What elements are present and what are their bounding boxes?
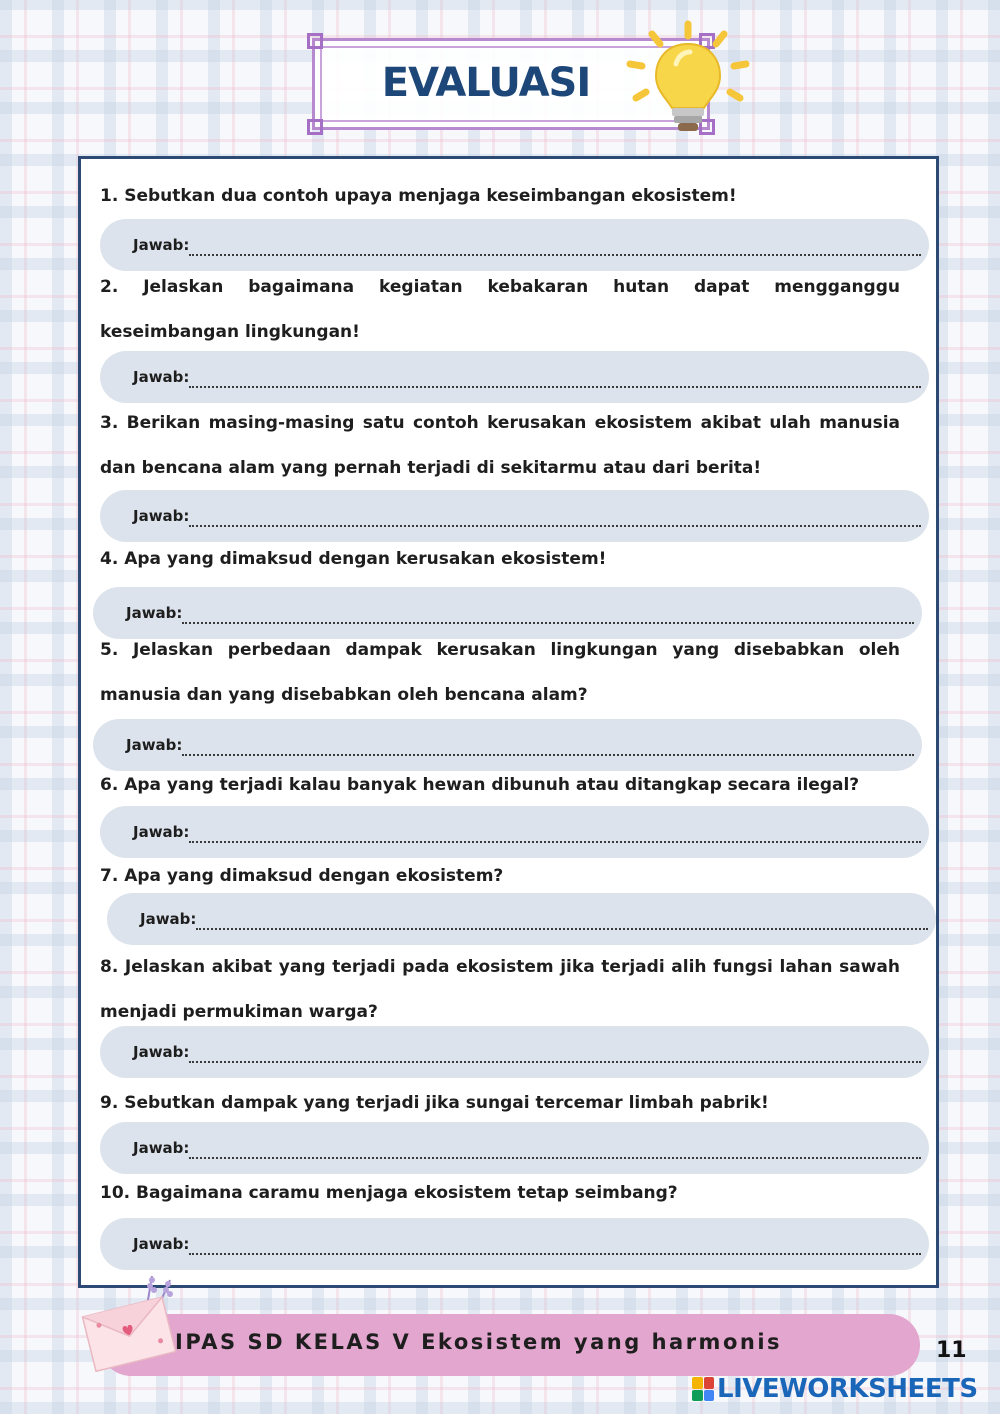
answer-box-8 xyxy=(100,1026,929,1078)
liveworksheets-logo-icon xyxy=(692,1377,714,1401)
brand-name: LIVEWORKSHEETS xyxy=(717,1374,978,1404)
answer-label: Jawab: xyxy=(133,1235,190,1253)
answer-input-6[interactable] xyxy=(189,821,921,843)
question-10: 10. Bagaimana caramu menjaga ekosistem tetap seimbang? xyxy=(100,1183,678,1203)
answer-input-5[interactable] xyxy=(182,734,914,756)
answer-box-1 xyxy=(100,219,929,271)
lightbulb-icon xyxy=(622,20,754,138)
footer-banner-text: IPAS SD KELAS V Ekosistem yang harmonis xyxy=(175,1330,783,1354)
question-6: 6. Apa yang terjadi kalau banyak hewan dibunuh atau ditangkap secara ilegal? xyxy=(100,775,860,795)
answer-input-4[interactable] xyxy=(182,602,914,624)
answer-input-3[interactable] xyxy=(189,505,921,527)
question-9: 9. Sebutkan dampak yang terjadi jika sungai tercemar limbah pabrik! xyxy=(100,1093,769,1113)
answer-label: Jawab: xyxy=(133,507,190,525)
answer-input-9[interactable] xyxy=(189,1137,921,1159)
answer-label: Jawab: xyxy=(133,1043,190,1061)
answer-box-2 xyxy=(100,351,929,403)
answer-box-9 xyxy=(100,1122,929,1174)
answer-label: Jawab: xyxy=(126,604,183,622)
answer-label: Jawab: xyxy=(133,368,190,386)
answer-input-1[interactable] xyxy=(189,234,921,256)
page-title: EVALUASI xyxy=(381,60,591,106)
frame-ornament-icon xyxy=(307,119,323,135)
answer-label: Jawab: xyxy=(133,823,190,841)
answer-input-7[interactable] xyxy=(196,908,928,930)
answer-input-10[interactable] xyxy=(189,1233,921,1255)
question-1: 1. Sebutkan dua contoh upaya menjaga keseimbangan ekosistem! xyxy=(100,186,737,206)
page-number: 11 xyxy=(936,1338,967,1363)
frame-ornament-icon xyxy=(307,33,323,49)
question-4: 4. Apa yang dimaksud dengan kerusakan ekosistem! xyxy=(100,549,607,569)
answer-label: Jawab: xyxy=(126,736,183,754)
answer-box-10 xyxy=(100,1218,929,1270)
liveworksheets-brand xyxy=(692,1374,978,1404)
question-8: 8. Jelaskan akibat yang terjadi pada ekosistem jika terjadi alih fungsi lahan sawah menjadi permukiman warga? xyxy=(100,957,900,1022)
question-2: 2. Jelaskan bagaimana kegiatan kebakaran hutan dapat mengganggu keseimbangan lingkungan! xyxy=(100,277,900,342)
answer-label: Jawab: xyxy=(133,1139,190,1157)
answer-label: Jawab: xyxy=(133,236,190,254)
answer-box-6 xyxy=(100,806,929,858)
question-5: 5. Jelaskan perbedaan dampak kerusakan lingkungan yang disebabkan oleh manusia dan yang disebabkan oleh bencana alam? xyxy=(100,640,900,705)
answer-label: Jawab: xyxy=(140,910,197,928)
answer-box-3 xyxy=(100,490,929,542)
question-3: 3. Berikan masing-masing satu contoh kerusakan ekosistem akibat ulah manusia dan bencana alam yang pernah terjadi di sekitarmu atau dari berita! xyxy=(100,413,900,478)
answer-input-8[interactable] xyxy=(189,1041,921,1063)
answer-box-7 xyxy=(107,893,936,945)
envelope-icon xyxy=(78,1272,183,1372)
answer-input-2[interactable] xyxy=(189,366,921,388)
question-7: 7. Apa yang dimaksud dengan ekosistem? xyxy=(100,866,504,886)
